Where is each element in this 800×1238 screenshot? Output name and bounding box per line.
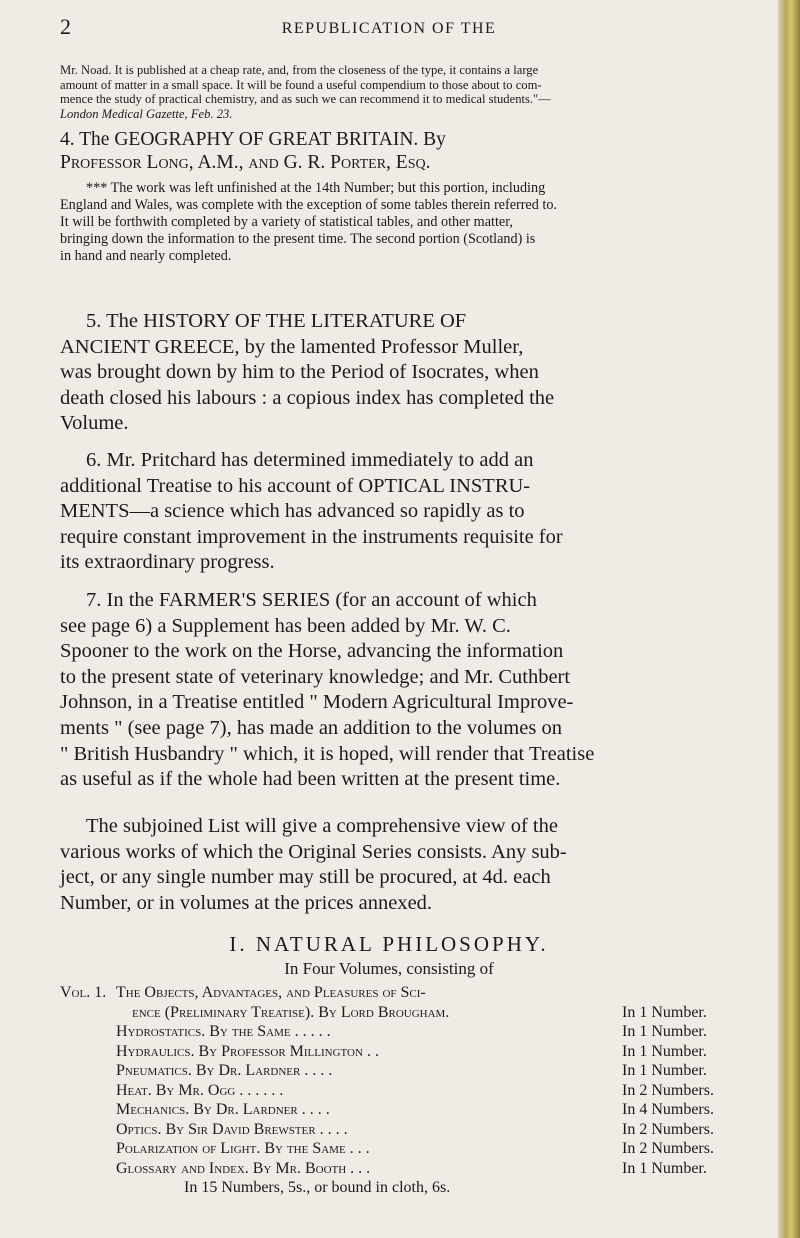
paragraph-line: Johnson, in a Treatise entitled " Modern Agricultural Improve-: [60, 691, 574, 714]
entry-count: In 1 Number.: [622, 1023, 707, 1040]
paragraph-line: The subjoined List will give a comprehensive view of the: [86, 815, 558, 837]
list-item: [60, 983, 760, 1003]
paragraph-line: to the present state of veterinary knowledge; and Mr. Cuthbert: [60, 665, 571, 688]
entry-count: In 1 Number.: [622, 1003, 707, 1021]
quote-line: mence the study of practical chemistry, and as such we can recommend it to medical students."—: [60, 92, 551, 107]
entry-count: In 4 Numbers.: [622, 1101, 714, 1118]
paragraph-line: 5. The HISTORY OF THE LITERATURE OF: [86, 310, 467, 332]
list-item: [60, 1100, 760, 1120]
paragraph-line: its extraordinary progress.: [60, 551, 275, 574]
paragraph-line: see page 6) a Supplement has been added by Mr. W. C.: [60, 614, 511, 637]
item-4-authors: Professor Long, A.M., and G. R. Porter, Esq.: [60, 152, 431, 173]
entry-count: In 2 Numbers.: [622, 1140, 714, 1157]
item-7-farmers-series: [60, 588, 760, 793]
quote-line: amount of matter in a small space. It will be found a useful compendium to those about to com-: [60, 77, 542, 92]
entry-title: Heat. By Mr. Ogg . . . . . .: [116, 1081, 284, 1099]
paragraph-line: Spooner to the work on the Horse, advancing the information: [60, 640, 564, 663]
paragraph-line: " British Husbandry " which, it is hoped, will render that Treatise: [60, 742, 595, 765]
note-line: England and Wales, was complete with the exception of some tables therein referred to.: [60, 197, 557, 213]
item-6-optical-instruments: [60, 448, 760, 576]
entry-title: Hydrostatics. By the Same . . . . .: [116, 1023, 331, 1040]
gilt-page-edge: [778, 0, 800, 1238]
paragraph-line: Volume.: [60, 412, 129, 435]
page-header: [0, 14, 778, 44]
paragraph-line: ments " (see page 7), has made an addition to the volumes on: [60, 716, 562, 739]
note-line: in hand and nearly completed.: [60, 248, 232, 264]
paragraph-line: as useful as if the whole had been written at the present time.: [60, 768, 561, 791]
entry-count: In 1 Number.: [622, 1062, 707, 1079]
entry-count: In 2 Numbers.: [622, 1120, 714, 1138]
list-item: [60, 1022, 760, 1042]
volume-label: Vol. 1.: [60, 984, 107, 1001]
note-line: It will be forthwith completed by a variety of statistical tables, and other matter,: [60, 214, 513, 230]
list-item: [60, 1061, 760, 1081]
list-item: [60, 1159, 760, 1179]
contents-list: [60, 983, 760, 1198]
quote-source: London Medical Gazette, Feb. 23.: [60, 106, 233, 121]
entry-title: ence (Preliminary Treatise). By Lord Brougham.: [132, 1003, 450, 1021]
entry-title: Hydraulics. By Professor Millington . .: [116, 1042, 379, 1060]
note-line: bringing down the information to the present time. The second portion (Scotland) is: [60, 231, 536, 247]
review-quotation: [60, 63, 760, 121]
entry-title: Glossary and Index. By Mr. Booth . . .: [116, 1159, 371, 1177]
quote-line: Mr. Noad. It is published at a cheap rate, and, from the closeness of the type, it contains a large: [60, 63, 539, 77]
paragraph-line: various works of which the Original Series consists. Any sub-: [60, 840, 567, 863]
item-4-geography: [60, 128, 760, 265]
entry-title: The Objects, Advantages, and Pleasures of Sci-: [116, 984, 426, 1001]
volume-total: [60, 1178, 760, 1198]
total-price: In 15 Numbers, 5s., or bound in cloth, 6s.: [184, 1179, 451, 1196]
paragraph-line: 6. Mr. Pritchard has determined immediately to add an: [86, 449, 534, 471]
running-head: REPUBLICATION OF THE: [281, 20, 497, 37]
paragraph-line: require constant improvement in the instruments requisite for: [60, 525, 563, 548]
item-4-title: 4. The GEOGRAPHY OF GREAT BRITAIN. By: [60, 129, 446, 150]
entry-title: Pneumatics. By Dr. Lardner . . . .: [116, 1062, 333, 1079]
list-item: [60, 1139, 760, 1159]
entry-title: Polarization of Light. By the Same . . .: [116, 1140, 370, 1157]
paragraph-line: was brought down by him to the Period of Isocrates, when: [60, 361, 539, 384]
section-heading: I. NATURAL PHILOSOPHY.: [229, 932, 549, 956]
note-line: *** The work was left unfinished at the 14th Number; but this portion, including: [86, 180, 546, 196]
entry-title: Optics. By Sir David Brewster . . . .: [116, 1120, 348, 1138]
entry-count: In 1 Number.: [622, 1159, 707, 1177]
page-number: 2: [60, 14, 71, 39]
item-5-literature-greece: [60, 309, 760, 437]
list-item: [60, 1120, 760, 1140]
list-item: [60, 1003, 760, 1023]
section-subheading: In Four Volumes, consisting of: [284, 959, 494, 978]
paragraph-line: MENTS—a science which has advanced so rapidly as to: [60, 500, 525, 523]
item-4-note: [60, 180, 760, 265]
paragraph-line: Number, or in volumes at the prices annexed.: [60, 891, 433, 914]
paragraph-line: ANCIENT GREECE, by the lamented Professor Muller,: [60, 335, 524, 358]
paragraph-line: ject, or any single number may still be procured, at 4d. each: [60, 866, 551, 889]
subjoined-list-intro: [60, 814, 760, 916]
entry-count: In 2 Numbers.: [622, 1081, 714, 1099]
entry-title: Mechanics. By Dr. Lardner . . . .: [116, 1101, 330, 1118]
paragraph-line: additional Treatise to his account of OPTICAL INSTRU-: [60, 474, 531, 497]
entry-count: In 1 Number.: [622, 1042, 707, 1060]
list-item: [60, 1042, 760, 1062]
list-item: [60, 1081, 760, 1101]
paragraph-line: 7. In the FARMER'S SERIES (for an account of which: [86, 589, 537, 611]
paragraph-line: death closed his labours : a copious index has completed the: [60, 386, 555, 409]
